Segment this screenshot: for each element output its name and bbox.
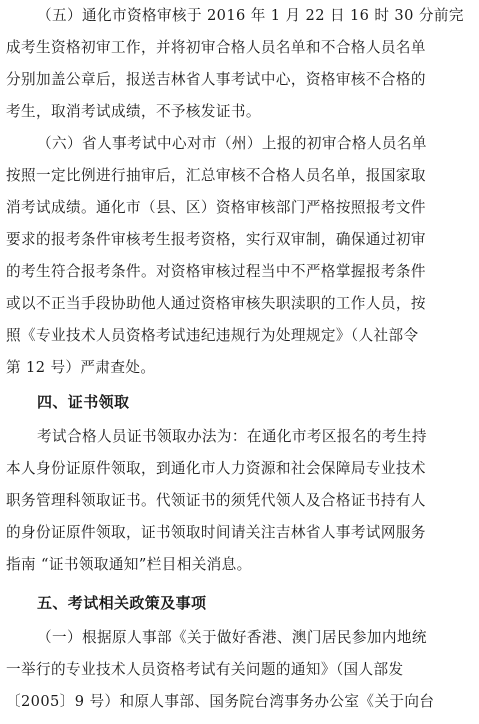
text-line: 成考生资格初审工作，并将初审合格人员名单和不合格人员名单 [6, 39, 426, 56]
text-line: 或以不正当手段协助他人通过资格审核失职渎职的工作人员，按 [6, 295, 426, 312]
text-line: 要求的报考条件审核考生报考资格，实行双审制，确保通过初审 [6, 231, 426, 248]
text-line: 按照一定比例进行抽审后，汇总审核不合格人员名单，报国家取 [6, 167, 426, 184]
text-line: （一）根据原人事部《关于做好香港、澳门居民参加内地统 [37, 629, 427, 646]
text-line: 本人身份证原件领取，到通化市人力资源和社会保障局专业技术 [6, 460, 426, 477]
text-line: 指南 “证书领取通知”栏目相关消息。 [6, 556, 252, 573]
text-line: 分别加盖公章后，报送吉林省人事考试中心，资格审核不合格的 [6, 71, 426, 88]
section-heading: 四、证书领取 [37, 393, 130, 411]
section-heading: 五、考试相关政策及事项 [37, 594, 207, 612]
text-line: （六）省人事考试中心对市（州）上报的初审合格人员名单 [37, 135, 427, 152]
text-line: 的身份证原件领取，证书领取时间请关注吉林省人事考试网服务 [6, 524, 426, 541]
text-line: 的考生符合报考条件。对资格审核过程当中不严格掌握报考条件 [6, 263, 426, 280]
text-line: 第 12 号）严肃查处。 [6, 359, 156, 376]
text-line: 照《专业技术人员资格考试违纪违规行为处理规定》（人社部令 [6, 327, 419, 344]
text-line: 考生，取消考试成绩，不予核发证书。 [6, 103, 261, 120]
text-line: 考试合格人员证书领取办法为：在通化市考区报名的考生持 [37, 428, 427, 445]
text-line: 〔2005〕9 号）和原人事部、国务院台湾事务办公室《关于向台 [6, 693, 435, 710]
text-line: 一举行的专业技术人员资格考试有关问题的通知》（国人部发 [6, 661, 404, 678]
text-line: 职务管理科领取证书。代领证书的须凭代领人及合格证书持有人 [6, 492, 426, 509]
text-line: （五）通化市资格审核于 2016 年 1 月 22 日 16 时 30 分前完 [37, 7, 464, 24]
text-line: 消考试成绩。通化市（县、区）资格审核部门严格按照报考文件 [6, 199, 426, 216]
